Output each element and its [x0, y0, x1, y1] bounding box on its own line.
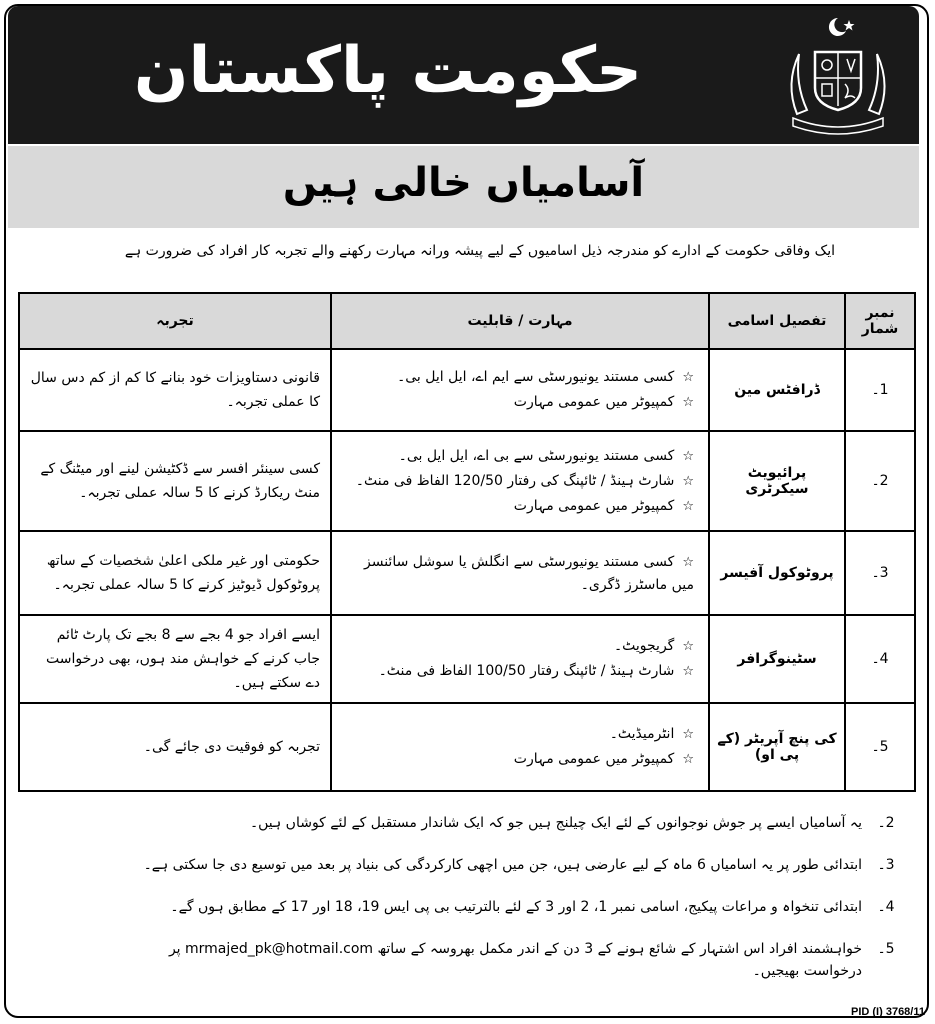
vacancies-title: آسامیاں خالی ہیں — [282, 160, 645, 206]
experience-cell: کسی سینئر افسر سے ڈکٹیشن لینے اور میٹنگ کے منٹ ریکارڈ کرنے کا 5 سالہ عملی تجربہ۔ — [19, 431, 331, 531]
star-icon: ☆ — [682, 664, 694, 679]
list-item: ☆کسی مستند یونیورسٹی سے بی اے، ایل ایل بی۔ — [398, 447, 694, 464]
note-number: 5۔ — [877, 941, 895, 957]
post-title: ڈرافٹس مین — [709, 349, 845, 431]
experience-cell: قانونی دستاویزات خود بنانے کا کم از کم دس سال کا عملی تجربہ۔ — [19, 349, 331, 431]
row-number: 5۔ — [845, 703, 915, 791]
header-post: تفصیل اسامی — [709, 293, 845, 349]
star-icon: ☆ — [682, 639, 694, 654]
table-row — [19, 349, 915, 431]
table-row — [19, 615, 915, 703]
note-text: ابتدائی تنخواہ و مراعات پیکیج، اسامی نمبر 1، 2 اور 3 کے لئے بالترتیب بی پی ایس 19، 18 اور 17 کے مطابق ہوں گے۔ — [170, 899, 862, 915]
table-row — [19, 431, 915, 531]
row-number: 2۔ — [845, 431, 915, 531]
post-title: پروٹوکول آفیسر — [709, 531, 845, 615]
government-title: حکومت پاکستان — [133, 34, 643, 108]
star-icon: ☆ — [682, 498, 694, 514]
experience-cell: تجربہ کو فوقیت دی جائے گی۔ — [19, 703, 331, 791]
star-icon: ☆ — [682, 554, 694, 570]
skills-cell — [331, 431, 709, 531]
pid-number: PID (I) 3768/11 — [851, 1006, 925, 1018]
skills-cell — [331, 703, 709, 791]
list-item: ☆انٹرمیڈیٹ۔ — [609, 726, 694, 742]
table-header-row — [19, 293, 915, 349]
list-item — [10, 896, 910, 938]
list-item: ☆کسی مستند یونیورسٹی سے ایم اے، ایل ایل بی۔ — [397, 369, 694, 385]
post-title: کی پنچ آپریٹر (کے پی او) — [709, 703, 845, 791]
experience-cell: حکومتی اور غیر ملکی اعلیٰ شخصیات کے ساتھ پروٹوکول ڈیوٹیز کرنے کا 5 سالہ عملی تجربہ۔ — [19, 531, 331, 615]
list-item: ☆گریجویٹ۔ — [613, 638, 694, 654]
table-row — [19, 703, 915, 791]
skills-cell — [331, 615, 709, 703]
post-title: پرائیویٹ سیکرٹری — [709, 431, 845, 531]
list-item: ☆کسی مستند یونیورسٹی سے انگلش یا سوشل سائنسز میں ماسٹرز ڈگری۔ — [363, 553, 694, 593]
table-row — [19, 531, 915, 615]
row-number: 3۔ — [845, 531, 915, 615]
skills-cell — [331, 531, 709, 615]
list-item — [10, 938, 910, 980]
star-icon: ☆ — [682, 448, 694, 464]
star-icon: ☆ — [682, 370, 694, 385]
state-emblem-icon — [779, 14, 897, 136]
posts-table — [18, 292, 916, 792]
note-number: 4۔ — [877, 899, 895, 915]
note-number: 3۔ — [877, 857, 895, 873]
intro-paragraph: ایک وفاقی حکومت کے ادارے کو مندرجہ ذیل اسامیوں کے لیے پیشہ ورانہ مہارت رکھنے والے تجربہ کار افراد کی ضرورت ہے — [124, 243, 835, 259]
row-number: 4۔ — [845, 615, 915, 703]
post-title: سٹینوگرافر — [709, 615, 845, 703]
note-text: یہ آسامیاں ایسے پر جوش نوجوانوں کے لئے ایک چیلنج ہیں جو کہ ایک شاندار مستقبل کے لئے کوشاں ہیں۔ — [249, 815, 862, 831]
note-text: ابتدائی طور پر یہ اسامیاں 6 ماہ کے لیے عارضی ہیں، جن میں اچھی کارکردگی کی بنیاد پر بعد میں توسیع دی جا سکتی ہے۔ — [143, 857, 862, 873]
star-icon: ☆ — [682, 395, 694, 410]
header-serial: نمبر شمار — [845, 293, 915, 349]
vacancies-banner — [8, 146, 919, 228]
experience-cell: ایسے افراد جو 4 بجے سے 8 بجے تک پارٹ ٹائم جاب کرنے کے خواہش مند ہوں، بھی درخواست دے سکتے ہیں۔ — [19, 615, 331, 703]
notes-list — [10, 812, 910, 980]
list-item: ☆شارٹ ہینڈ / ٹائپنگ کی رفتار 120/50 الفاظ فی منٹ۔ — [355, 472, 694, 489]
row-number: 1۔ — [845, 349, 915, 431]
note-number: 2۔ — [877, 815, 895, 831]
star-icon: ☆ — [682, 727, 694, 742]
list-item — [10, 812, 910, 854]
list-item: ☆کمپیوٹر میں عمومی مہارت — [513, 394, 694, 410]
list-item: ☆کمپیوٹر میں عمومی مہارت — [513, 751, 694, 767]
list-item — [10, 854, 910, 896]
note-text: خواہشمند افراد اس اشتہار کے شائع ہونے کے 3 دن کے اندر مکمل بھروسہ کے ساتھ mrmajed_pk@hotmail.com پر درخواست بھیجیں۔ — [168, 941, 862, 979]
list-item: ☆کمپیوٹر میں عمومی مہارت — [513, 497, 694, 514]
header-experience: تجربہ — [19, 293, 331, 349]
list-item: ☆شارٹ ہینڈ / ٹائپنگ رفتار 100/50 الفاظ فی منٹ۔ — [378, 663, 694, 679]
header-skills: مہارت / قابلیت — [331, 293, 709, 349]
star-icon: ☆ — [682, 752, 694, 767]
header-banner — [8, 6, 919, 144]
skills-cell — [331, 349, 709, 431]
star-icon: ☆ — [682, 473, 694, 489]
